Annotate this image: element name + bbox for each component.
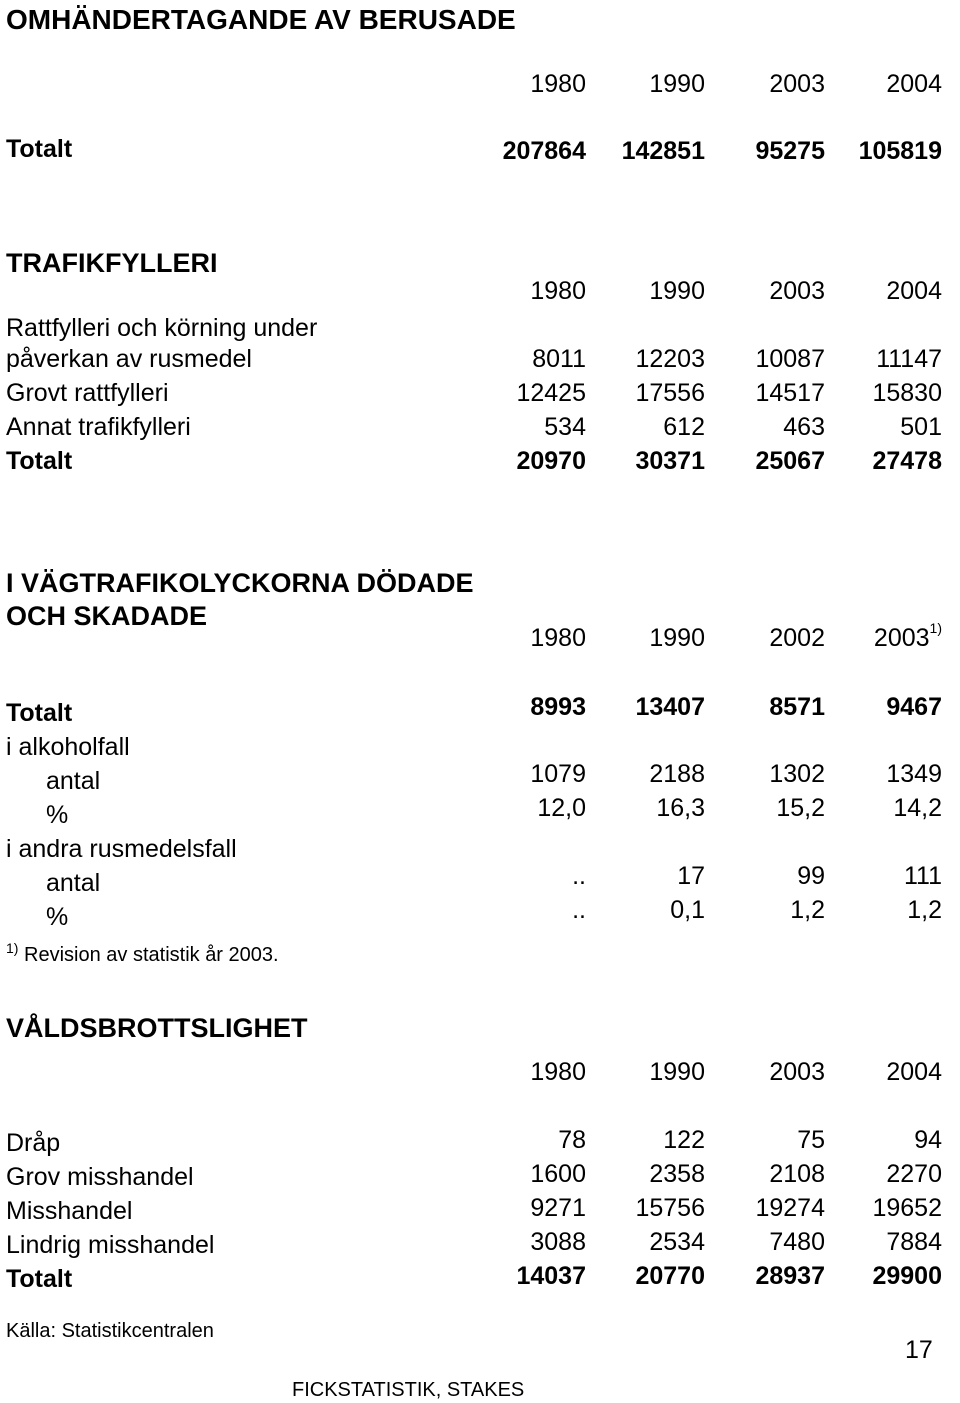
value-cell: 2188 [649, 760, 705, 788]
value-cell: .. [572, 862, 586, 890]
value-cell: 19652 [872, 1194, 942, 1222]
value-cell: 17 [677, 862, 705, 890]
footnote-text: Revision av statistik år 2003. [24, 944, 279, 966]
section-title-line2: OCH SKADADE [6, 601, 208, 631]
year-col-1: 1980 [530, 624, 586, 652]
year-col-3: 2003 [769, 1058, 825, 1086]
value-cell: 7884 [886, 1228, 942, 1256]
value-cell: 95275 [755, 137, 825, 165]
value-cell: 9271 [530, 1194, 586, 1222]
value-cell: 16,3 [656, 794, 705, 822]
row-label: Grov misshandel [6, 1163, 194, 1191]
year-col-2: 1990 [649, 624, 705, 652]
value-cell: 20770 [635, 1262, 705, 1290]
value-cell: 14,2 [893, 794, 942, 822]
year-col-3: 2003 [769, 277, 825, 305]
row-label: % [46, 903, 69, 931]
value-cell: 8011 [532, 345, 586, 373]
year-col-1: 1980 [530, 70, 586, 98]
value-cell: 78 [558, 1126, 586, 1154]
value-cell: 2270 [886, 1160, 942, 1188]
footnote-marker: 1) [929, 620, 942, 636]
value-cell: 1349 [886, 760, 942, 788]
value-cell: 11147 [876, 345, 942, 373]
value-cell: 105819 [858, 137, 942, 165]
value-cell: 1600 [530, 1160, 586, 1188]
row-label: Lindrig misshandel [6, 1231, 215, 1259]
value-cell: .. [572, 896, 586, 924]
row-label: antal [46, 869, 101, 897]
row-label: Grovt rattfylleri [6, 379, 169, 407]
value-cell: 12203 [635, 345, 705, 373]
value-cell: 27478 [872, 447, 942, 475]
value-cell: 15830 [872, 379, 942, 407]
value-cell: 14517 [755, 379, 825, 407]
value-cell: 2108 [769, 1160, 825, 1188]
year-col-4 [822, 620, 942, 653]
value-cell: 8993 [530, 693, 586, 721]
value-cell: 12425 [516, 379, 586, 407]
value-cell: 14037 [516, 1262, 586, 1290]
value-cell: 142851 [621, 137, 705, 165]
year-col-2: 1990 [649, 1058, 705, 1086]
page-number: 17 [905, 1336, 933, 1364]
value-cell: 10087 [755, 345, 825, 373]
row-label-line1: Rattfylleri och körning under [6, 314, 318, 342]
row-label: Totalt [6, 447, 73, 475]
value-cell: 12,0 [537, 794, 586, 822]
value-cell: 29900 [872, 1262, 942, 1290]
row-group-label: i andra rusmedelsfall [6, 835, 237, 863]
row-label: påverkan av rusmedel [6, 345, 252, 373]
year-col-1: 1980 [530, 1058, 586, 1086]
year-col-2: 1990 [649, 70, 705, 98]
value-cell: 17556 [635, 379, 705, 407]
value-cell: 1,2 [790, 896, 825, 924]
value-cell: 9467 [886, 693, 942, 721]
year-col-3: 2002 [769, 624, 825, 652]
value-cell: 612 [663, 413, 705, 441]
year-col-1: 1980 [530, 277, 586, 305]
row-label: Annat trafikfylleri [6, 413, 191, 441]
footnote [6, 940, 279, 967]
year-col-4: 2004 [886, 277, 942, 305]
value-cell: 1,2 [907, 896, 942, 924]
year-col-4: 2004 [886, 70, 942, 98]
value-cell: 7480 [769, 1228, 825, 1256]
value-cell: 463 [783, 413, 825, 441]
section-title-valdsbrottslighet: VÅLDSBROTTSLIGHET [6, 1013, 308, 1043]
value-cell: 19274 [755, 1194, 825, 1222]
row-label: Totalt [6, 1265, 73, 1293]
row-label: Dråp [6, 1129, 61, 1157]
row-label: % [46, 801, 69, 829]
row-label: Totalt [6, 135, 73, 163]
value-cell: 28937 [755, 1262, 825, 1290]
value-cell: 75 [797, 1126, 825, 1154]
value-cell: 501 [900, 413, 942, 441]
value-cell: 1302 [769, 760, 825, 788]
value-cell: 30371 [635, 447, 705, 475]
source-note: Källa: Statistikcentralen [6, 1320, 214, 1342]
publication-name: FICKSTATISTIK, STAKES [292, 1379, 525, 1401]
value-cell: 15,2 [776, 794, 825, 822]
value-cell: 207864 [502, 137, 586, 165]
row-group-label: i alkoholfall [6, 733, 130, 761]
value-cell: 94 [914, 1126, 942, 1154]
value-cell: 8571 [769, 693, 825, 721]
section-title-line1: I VÄGTRAFIKOLYCKORNA DÖDADE [6, 568, 474, 598]
value-cell: 13407 [635, 693, 705, 721]
value-cell: 122 [663, 1126, 705, 1154]
value-cell: 20970 [516, 447, 586, 475]
year-value: 2003 [873, 624, 930, 652]
row-label: antal [46, 767, 101, 795]
value-cell: 2358 [649, 1160, 705, 1188]
footnote-marker: 1) [6, 940, 19, 956]
year-col-4: 2004 [886, 1058, 942, 1086]
value-cell: 1079 [530, 760, 586, 788]
value-cell: 99 [797, 862, 825, 890]
value-cell: 0,1 [670, 896, 705, 924]
value-cell: 3088 [530, 1228, 586, 1256]
value-cell: 15756 [635, 1194, 705, 1222]
row-label: Totalt [6, 699, 73, 727]
value-cell: 534 [544, 413, 586, 441]
page-title: OMHÄNDERTAGANDE AV BERUSADE [6, 4, 516, 35]
year-col-2: 1990 [649, 277, 705, 305]
section-title-trafikfylleri: TRAFIKFYLLERI [6, 248, 218, 278]
year-col-3: 2003 [769, 70, 825, 98]
row-label: Misshandel [6, 1197, 133, 1225]
value-cell: 25067 [755, 447, 825, 475]
value-cell: 2534 [649, 1228, 705, 1256]
value-cell: 111 [903, 862, 942, 890]
